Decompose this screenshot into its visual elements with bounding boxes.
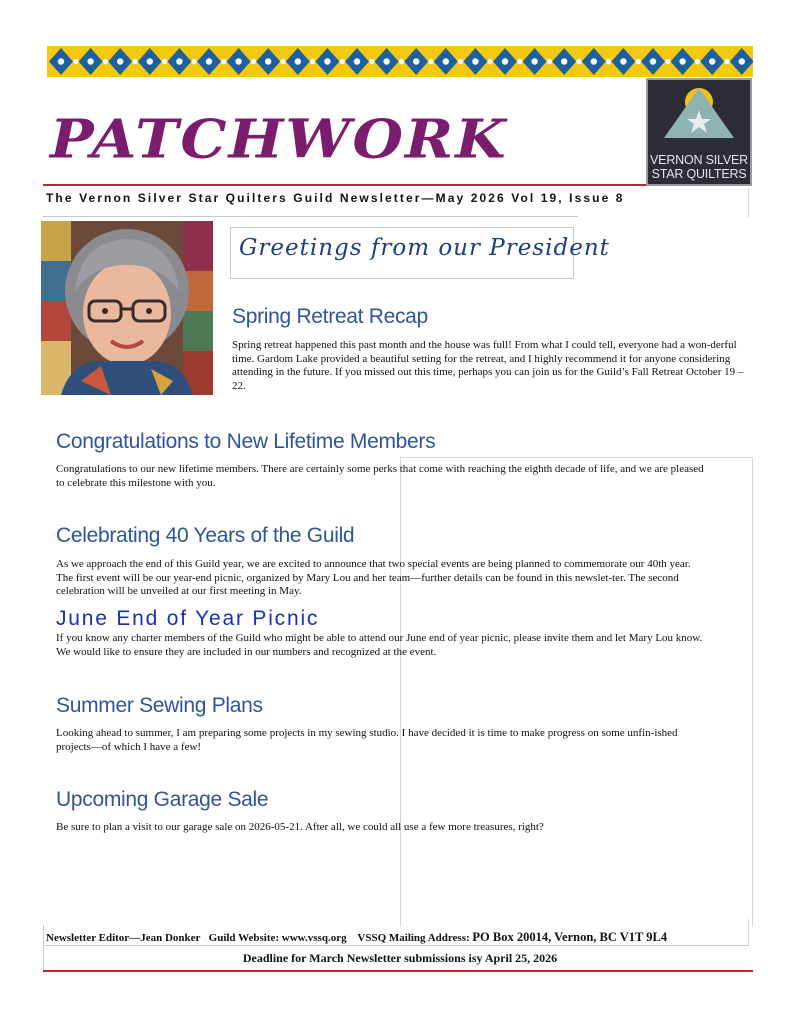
subtitle-rule [43,216,578,217]
section-body-spring-retreat: Spring retreat happened this past month and the house was full! From what I could tell, everyone had a won-derful time. Gardom Lake provided a beautiful setting for the retreat, and I highly recommend it for anyone considering attending in the future. If you missed out this time, perhaps you can join us for the Guild’s Fall Retreat October 19 – 22. [232,339,744,392]
band-dot [103,59,108,64]
footer-red-rule [43,970,753,972]
band-dot [428,59,433,64]
band-dot [235,58,241,64]
band-dot [280,59,285,64]
logo-text-line1: VERNON SILVER [650,153,748,167]
newsletter-subtitle: The Vernon Silver Star Quilters Guild Newsletter—May 2026 Vol 19, Issue 8 [46,191,625,205]
band-dot [650,58,656,64]
band-dot [709,58,715,64]
band-dot [117,58,123,64]
band-dot [502,58,508,64]
section-heading-40-years: Celebrating 40 Years of the Guild [56,524,355,547]
band-dot [176,58,182,64]
band-dot [531,58,537,64]
president-greeting-box [230,227,610,279]
guild-logo [646,78,752,186]
footer-contact-line [46,930,667,945]
band-dot [620,58,626,64]
president-greeting: Greetings from our President [239,235,610,261]
section-body-picnic: If you know any charter members of the Guild who might be able to attend our June end of year picnic, please invite them and let Mary Lou know. We would like to ensure they are included in our numbers and recognized at the event. [56,632,703,658]
band-dot [132,59,137,64]
frame-line [400,457,752,458]
band-dot [87,58,93,64]
band-dot [576,59,581,64]
footer-mailing-address: PO Box 20014, Vernon, BC V1T 9L4 [472,930,668,944]
band-dot [724,59,729,64]
band-dot [517,59,522,64]
band-dot [340,59,345,64]
section-heading-garage-sale: Upcoming Garage Sale [56,788,269,811]
footer-divider [43,945,749,946]
frame-line [752,457,753,927]
band-dot [679,58,685,64]
frame-line [748,919,749,946]
masthead-rule [43,184,646,186]
band-dot [695,59,700,64]
band-dot [369,59,374,64]
band-dot [162,59,167,64]
band-dot [591,58,597,64]
band-dot [295,58,301,64]
footer-mailing-label: VSSQ Mailing Address: [357,932,470,944]
section-body-summer-sewing: Looking ahead to summer, I am preparing some projects in my sewing studio. I have decided it is time to make progress on some unfin-ished projects—of which I have a few! [56,727,678,753]
band-dot [324,58,330,64]
band-dot [206,58,212,64]
section-body-garage-sale: Be sure to plan a visit to our garage sale on 2026-05-21. After all, we could all use a few more treasures, right? [56,821,544,833]
footer-deadline: Deadline for March Newsletter submissions isy April 25, 2026 [242,951,558,965]
band-dot [458,59,463,64]
band-dot [739,58,745,64]
band-dot [413,58,419,64]
section-body-lifetime-members: Congratulations to our new lifetime members. There are certainly some perks that come with reaching the eighth decade of life, and we are pleased to celebrate this milestone with you. [56,463,704,489]
section-heading-spring-retreat: Spring Retreat Recap [232,305,428,328]
band-dot [221,59,226,64]
band-dot [310,59,315,64]
band-dot [443,58,449,64]
band-dot [399,59,404,64]
quilt-border-band [47,46,753,77]
band-dot [561,58,567,64]
band-dot [636,59,641,64]
band-dot [383,58,389,64]
band-dot [251,59,256,64]
footer-editor: Newsletter Editor—Jean Donker [46,932,201,944]
frame-line [748,188,749,218]
president-photo [41,221,213,395]
band-dot [192,59,197,64]
band-dot [472,58,478,64]
band-dot [58,58,64,64]
band-dot [73,59,78,64]
section-heading-picnic: June End of Year Picnic [56,607,320,630]
band-dot [547,59,552,64]
newsletter-title: PATCHWORK [50,108,508,171]
section-heading-summer-sewing: Summer Sewing Plans [56,694,263,717]
footer-website: Guild Website: www.vssq.org [208,932,347,944]
logo-text-line2: STAR QUILTERS [651,167,747,181]
band-dot [488,59,493,64]
band-dot [354,58,360,64]
band-dot [606,59,611,64]
band-dot [665,59,670,64]
section-heading-lifetime-members: Congratulations to New Lifetime Members [56,430,436,453]
section-body-40-years: As we approach the end of this Guild year, we are excited to announce that two special events are being planned to commemorate our 40th year. The first event will be our year-end picnic, organized by Mary Lou and her team—further details can be found in this newslet-ter. The second celebration will be unveiled at our first meeting in May. [56,558,691,597]
band-dot [265,58,271,64]
frame-line [400,457,401,927]
band-dot [147,58,153,64]
